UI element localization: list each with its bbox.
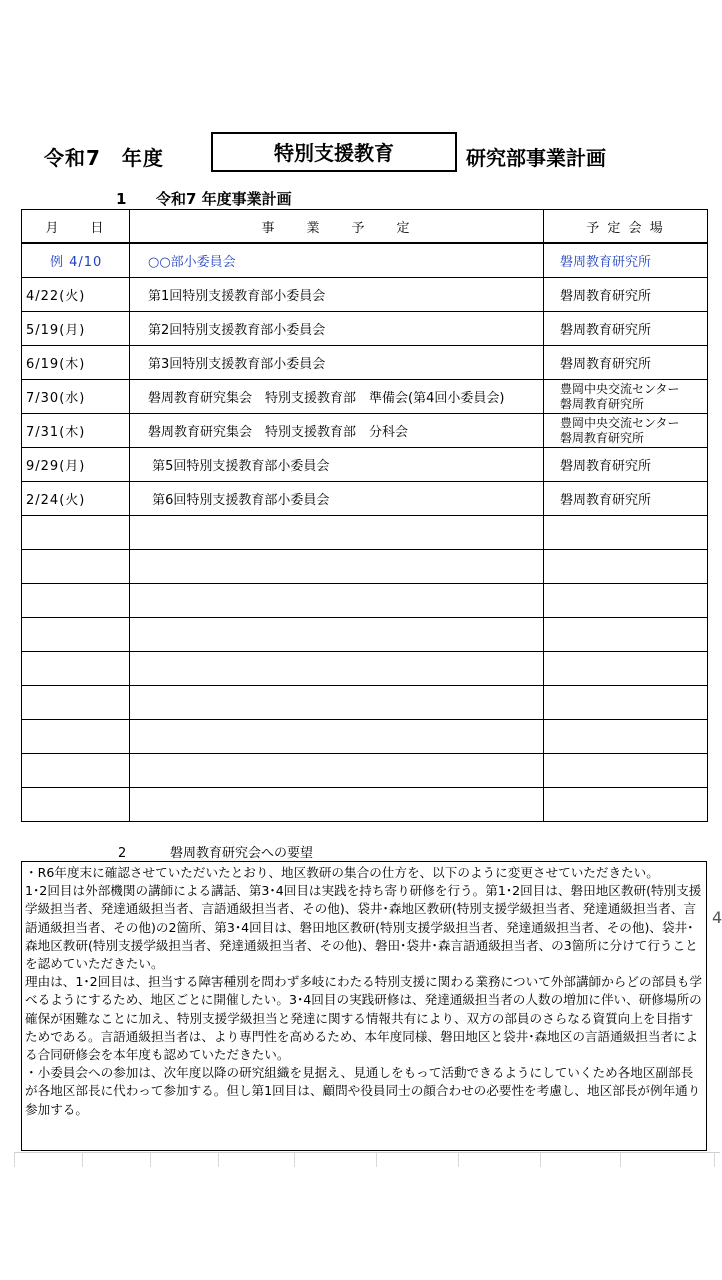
section2-heading — [118, 842, 313, 861]
cell-empty — [544, 686, 708, 720]
cell-date: 例 4/10 — [22, 243, 130, 278]
request-box — [21, 861, 707, 1151]
cell-empty — [544, 550, 708, 584]
cell-venue: 磐周教育研究所 — [544, 312, 708, 346]
request-paragraph: ・小委員会への参加は、次年度以降の研究組織を見据え、見通しをもって活動できるようにしていくため各地区副部長が各地区部長に代わって参加する。但し第1回目は、顧問や役員同士の顔合わせの必要性を考慮し、地区部長が例年通り参加する。 — [25, 1065, 701, 1117]
table-row — [22, 448, 708, 482]
venue-line-1: 豊岡中央交流センター — [560, 415, 680, 430]
cell-date: 7/31(木) — [22, 414, 130, 448]
cell-event: ○○部小委員会 — [130, 243, 544, 278]
venue-line-2: 磐周教育研究所 — [560, 396, 645, 411]
cell-empty — [130, 686, 544, 720]
section1-heading — [116, 188, 292, 209]
cell-venue: 磐周教育研究所 — [544, 448, 708, 482]
cell-empty — [22, 584, 130, 618]
cell-venue: 磐周教育研究所 — [544, 482, 708, 516]
cell-empty — [544, 516, 708, 550]
venue-line-1: 豊岡中央交流センター — [560, 381, 680, 396]
table-row — [22, 482, 708, 516]
cell-empty — [544, 584, 708, 618]
cell-event: 第6回特別支援教育部小委員会 — [130, 482, 544, 516]
cell-empty — [22, 754, 130, 788]
cell-date: 4/22(火) — [22, 278, 130, 312]
cell-empty — [22, 516, 130, 550]
cell-empty — [130, 550, 544, 584]
header-venue: 予 定 会 場 — [544, 210, 708, 244]
cell-venue: 磐周教育研究所 — [544, 278, 708, 312]
cell-empty — [22, 652, 130, 686]
cell-venue: 磐周教育研究所 — [544, 346, 708, 380]
cell-empty — [22, 788, 130, 822]
cell-date: 2/24(火) — [22, 482, 130, 516]
title-department-box: 特別支援教育 — [211, 132, 457, 172]
table-row-empty — [22, 754, 708, 788]
cell-empty — [130, 788, 544, 822]
section1-number: 1 — [116, 190, 127, 208]
cell-venue — [544, 380, 708, 414]
request-paragraph: ・R6年度末に確認させていただいたとおり、地区教研の集合の仕方を、以下のように変更させていただきたい。 — [25, 865, 659, 880]
cell-empty — [130, 584, 544, 618]
cell-empty — [544, 788, 708, 822]
table-row-empty — [22, 788, 708, 822]
cell-date: 7/30(水) — [22, 380, 130, 414]
cell-empty — [544, 652, 708, 686]
header-event: 事 業 予 定 — [130, 210, 544, 244]
table-row — [22, 312, 708, 346]
table-row — [22, 346, 708, 380]
section2-title: 磐周教育研究会への要望 — [170, 846, 314, 861]
table-row — [22, 278, 708, 312]
cell-venue: 磐周教育研究所 — [544, 243, 708, 278]
cell-empty — [22, 720, 130, 754]
cell-empty — [544, 720, 708, 754]
cell-event: 磐周教育研究集会 特別支援教育部 分科会 — [130, 414, 544, 448]
request-paragraph: 理由は、1･2回目は、担当する障害種別を問わず多岐にわたる特別支援に関わる業務について外部講師からどの部員も学べるようにするため、地区ごとに開催したい。3･4回目の実践研修は、発達通級担当者の人数の増加に伴い、研修場所の確保が困難なことに加え、特別支援学級担当と発達に関する情報共有により、双方の部員のさらなる資質向上を目指すためである。言語通級担当者は、より専門性を高めるため、本年度同様、磐田地区と袋井･森地区の言語通級担当者による合同研修会を本年度も認めていただきたい。 — [25, 974, 702, 1063]
cell-empty — [130, 754, 544, 788]
cell-date: 6/19(木) — [22, 346, 130, 380]
table-row — [22, 414, 708, 448]
cell-empty — [130, 516, 544, 550]
edge-glyph: 4 — [712, 908, 722, 927]
cell-event: 第3回特別支援教育部小委員会 — [130, 346, 544, 380]
cell-empty — [22, 618, 130, 652]
section2-number: 2 — [118, 846, 127, 861]
table-row-empty — [22, 618, 708, 652]
cell-venue — [544, 414, 708, 448]
venue-line-2: 磐周教育研究所 — [560, 430, 645, 445]
section1-title: 令和7 年度事業計画 — [156, 190, 292, 208]
cell-empty — [22, 550, 130, 584]
cell-event: 第2回特別支援教育部小委員会 — [130, 312, 544, 346]
cell-empty — [130, 720, 544, 754]
table-row-empty — [22, 686, 708, 720]
cell-date: 5/19(月) — [22, 312, 130, 346]
cell-event: 第5回特別支援教育部小委員会 — [130, 448, 544, 482]
cell-empty — [130, 652, 544, 686]
title-plan: 研究部事業計画 — [466, 146, 606, 170]
cell-date: 9/29(月) — [22, 448, 130, 482]
table-row-example — [22, 243, 708, 278]
cell-empty — [544, 754, 708, 788]
table-row-empty — [22, 550, 708, 584]
table-row-empty — [22, 652, 708, 686]
table-row — [22, 380, 708, 414]
table-row-empty — [22, 720, 708, 754]
cell-empty — [130, 618, 544, 652]
cell-event: 第1回特別支援教育部小委員会 — [130, 278, 544, 312]
cell-empty — [544, 618, 708, 652]
page-title — [0, 132, 720, 176]
table-header-row — [22, 210, 708, 244]
schedule-table — [21, 209, 708, 822]
table-row-empty — [22, 584, 708, 618]
header-date: 月 日 — [22, 210, 130, 244]
request-paragraph: 1･2回目は外部機関の講師による講話、第3･4回目は実践を持ち寄り研修を行う。第1･2回目は、磐田地区教研(特別支援学級担当者、発達通級担当者、言語通級担当者、その他)、袋井･森地区教研(特別支援学級担当者、発達通級担当者、言語通級担当者、その他)の2箇所、第3･4回目は、磐田地区教研(特別支援学級担当者、発達通級担当者、その他)、袋井･森地区教研(特別支援学級担当者、発達通級担当者、その他)、磐田･袋井･森言語通級担当者、の3箇所に分けて行うことを認めていただきたい。 — [25, 883, 702, 972]
title-year: 令和7 年度 — [44, 146, 164, 170]
cell-event: 磐周教育研究集会 特別支援教育部 準備会(第4回小委員会) — [130, 380, 544, 414]
spreadsheet-gridlines — [14, 1152, 720, 1167]
cell-empty — [22, 686, 130, 720]
table-row-empty — [22, 516, 708, 550]
